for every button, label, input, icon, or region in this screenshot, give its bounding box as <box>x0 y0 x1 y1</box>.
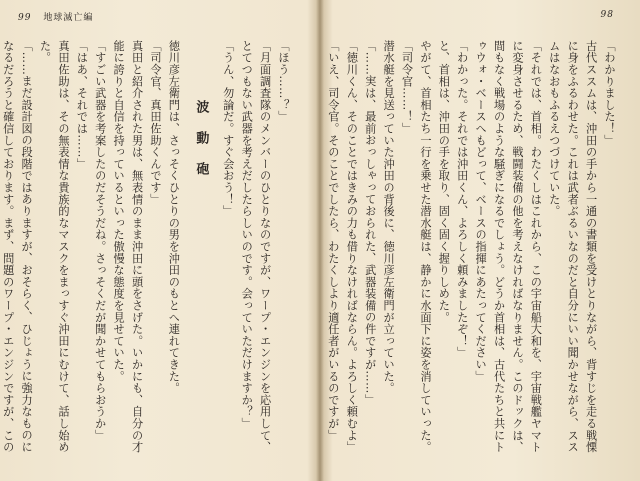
paragraph: 「すごい武器を考案したのだそうだね。さっそくだが聞かせてもらおうか」 <box>93 40 107 442</box>
right-page-text <box>326 40 618 463</box>
right-page-number: 98 <box>600 10 614 20</box>
paragraph: 「それでは、首相。わたくしはこれから、この宇宙船大和を、宇宙戦艦ヤマトに変身させるため、戦闘装備の他を考えなければなりません。このドックは、間もなく戦場のような騒ぎになるでしょう。どうか首相は、古代たちと共にトゥウォ・ベースへもどって、ベースの指揮にあたってください」 <box>474 40 543 453</box>
paragraph: やがて、首相たち一行を乗せた潜水艇は、静かに水面下に姿を消していった。 <box>418 40 432 453</box>
right-page <box>320 0 640 481</box>
paragraph: 古代ススムは、沖田の手から一通の書類を受けとりながら、背すじを走る戦慄に身をふるわせた。これは武者ぶるいなのだと自分にいい聞かせながら、ススムはなおもふるえつづけていた。 <box>547 40 598 453</box>
right-page-header <box>601 10 622 20</box>
section-title: 波動砲 <box>193 100 209 193</box>
running-head: 地球滅亡編 <box>43 13 94 23</box>
book-gutter <box>316 0 324 481</box>
paragraph: 潜水艇を見送っていた沖田の背後に、徳川彦左衛門が立っていた。 <box>382 40 396 394</box>
paragraph: 真田と紹介された男は、無表情のまま沖田に頭をさげた。いかにも、自分の才能に誇りと自信を持っているといった傲慢な態度を見せていた。 <box>112 40 144 453</box>
left-page-text <box>1 40 292 463</box>
paragraph: 徳川彦左衛門は、さっそくひとりの男を沖田のもとへ連れてきた。 <box>167 40 181 394</box>
paragraph: 「月面調査隊のメンバーのひとりなのですが、ワープ・エンジンを応用して、とてつもない武器を考えだしたらしいのです。会っていただけますか？」 <box>240 40 272 453</box>
paragraph: 「司令官、真田佐助くんです」 <box>148 40 162 206</box>
paragraph: 「わかった。それでは沖田くん、よろしく頼みましたぞ！」 <box>455 40 469 359</box>
paragraph: 「……実は、最前おっしゃっておられた、武器装備の件ですが……」 <box>363 40 377 406</box>
left-page-header <box>18 10 93 23</box>
paragraph: 「ほう……？」 <box>277 40 290 123</box>
paragraph: 「司令官……！」 <box>400 40 414 135</box>
paragraph: 「……まだ設計図の段階ではありますが、おそらく、ひじょうに強力なものになるだろうと確信しております。まず、問題のワープ・エンジンですが、この <box>1 40 34 453</box>
left-page-number: 99 <box>18 13 32 23</box>
paragraph: と、首相は、沖田の手を取り、固く固く握りしめた。 <box>437 40 451 324</box>
paragraph: 「徳川くん、そのことではきみの力も借りなければならん。よろしく頼むよ」 <box>345 40 359 453</box>
paragraph: 真田佐助は、その無表情な貴族的なマスクをまっすぐ沖田にむけて、話し始めた。 <box>38 40 70 453</box>
paragraph: 「わかりました！」 <box>603 40 616 147</box>
paragraph: 「はあ、それでは……」 <box>75 40 89 170</box>
paragraph: 「いえ、司令官。そのことでしたら、わたくしより適任者がいるのですが」 <box>326 40 340 442</box>
paragraph: 「うん、勿論だ。すぐ会おう！」 <box>221 40 235 217</box>
